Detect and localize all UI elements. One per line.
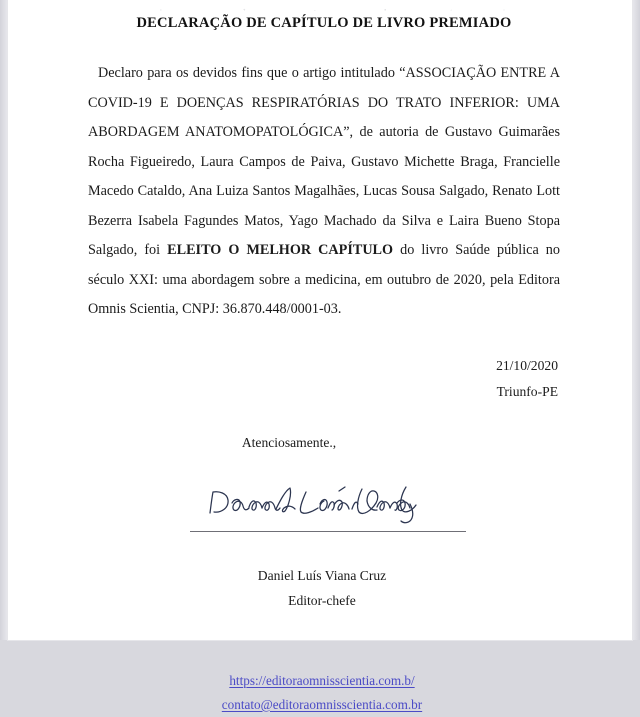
page-gutter-right xyxy=(632,0,640,640)
date-location-block xyxy=(88,353,560,405)
signer-block xyxy=(88,563,560,613)
email-link[interactable]: contato@editoraomnisscientia.com.br xyxy=(221,696,423,712)
handwritten-signature-icon xyxy=(206,483,422,527)
declaration-text-after-emphasis: do livro Saúde pública no século XXI: uma abordagem sobre a medicina, em outubro de 2020, pela Editora Omnis Scientia, CNPJ: 36.870.448/0001-03. xyxy=(88,242,560,317)
document-page xyxy=(8,0,632,712)
page-gutter-left xyxy=(0,0,8,640)
declaration-text-before-emphasis: Declaro para os devidos fins que o artigo intitulado “ASSOCIAÇÃO ENTRE A COVID-19 E DOENÇAS RESPIRATÓRIAS DO TRATO INFERIOR: UMA ABORDAGEM ANATOMOPATOLÓGICA”, de autoria de Gustavo Guimarães Rocha Figueiredo, Laura Campos de Paiva, Gustavo Michette Braga, Francielle Macedo Cataldo, Ana Luiza Santos Magalhães, Lucas Sousa Salgado, Renato Lott Bezerra Isabela Fagundes Matos, Yago Machado da Silva e Laira Bueno Stopa Salgado, foi xyxy=(88,65,560,258)
declaration-date: 21/10/2020 xyxy=(496,357,558,373)
declaration-emphasis: ELEITO O MELHOR CAPÍTULO xyxy=(167,242,394,258)
declaration-paragraph xyxy=(88,59,560,325)
website-link[interactable]: https://editoraomnisscientia.com.b/ xyxy=(229,672,415,688)
document-title: DECLARAÇÃO DE CAPÍTULO DE LIVRO PREMIADO xyxy=(136,15,512,31)
salutation-text: Atenciosamente., xyxy=(241,434,337,450)
declaration-location: Triunfo-PE xyxy=(496,383,558,399)
signer-name: Daniel Luís Viana Cruz xyxy=(257,567,387,583)
footer-links xyxy=(88,669,560,717)
document-content xyxy=(88,0,560,717)
signer-role: Editor-chefe xyxy=(288,592,356,608)
signature-line xyxy=(190,531,466,532)
signature-area xyxy=(88,459,560,537)
